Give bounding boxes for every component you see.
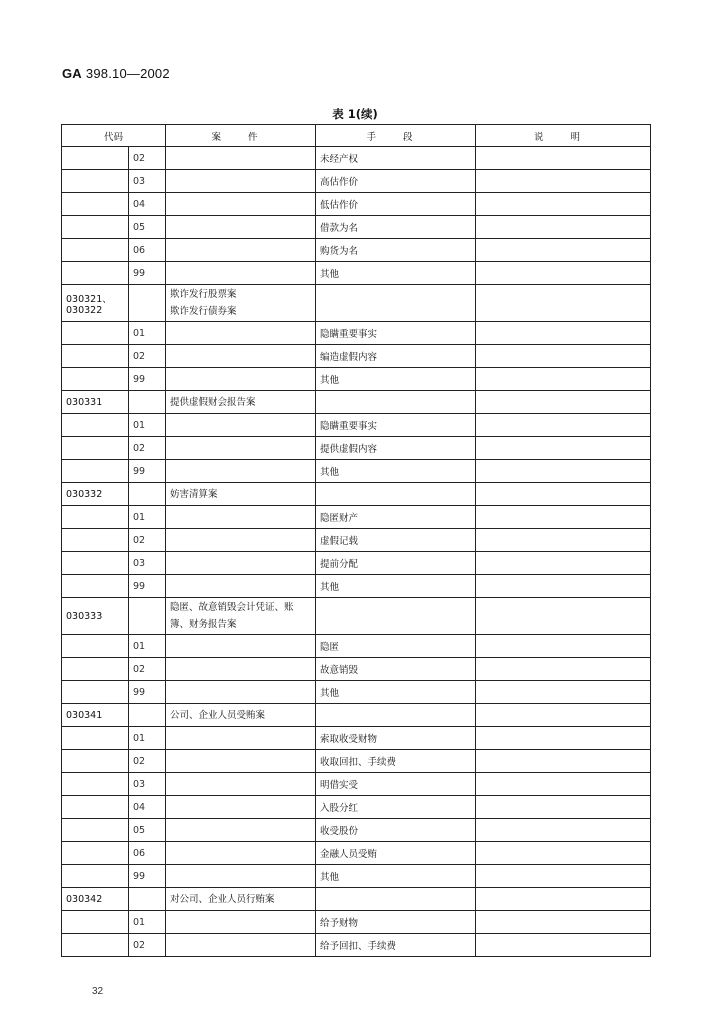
code-cell [62,681,129,704]
table-row [62,529,651,552]
sub-code-cell: 99 [129,460,166,483]
note-cell [476,598,651,635]
means-cell [316,598,476,635]
case-cell: 公司、企业人员受贿案 [166,704,316,727]
case-cell [166,796,316,819]
means-cell: 其他 [316,460,476,483]
sub-code-cell: 01 [129,322,166,345]
note-cell [476,368,651,391]
case-cell [166,193,316,216]
table-row [62,575,651,598]
sub-code-cell: 03 [129,773,166,796]
table-row [62,888,651,911]
means-cell: 其他 [316,865,476,888]
code-cell: 030321、 030322 [62,285,129,322]
case-cell [166,147,316,170]
sub-code-cell: 03 [129,170,166,193]
code-cell [62,865,129,888]
means-cell: 高估作价 [316,170,476,193]
case-cell: 提供虚假财会报告案 [166,391,316,414]
standard-prefix: GA [62,66,82,81]
sub-code-cell: 02 [129,437,166,460]
note-cell [476,635,651,658]
note-cell [476,727,651,750]
note-cell [476,934,651,957]
table-row [62,819,651,842]
note-cell [476,704,651,727]
code-cell [62,819,129,842]
table-row [62,437,651,460]
code-cell [62,147,129,170]
means-cell: 提前分配 [316,552,476,575]
code-cell: 030341 [62,704,129,727]
sub-code-cell: 02 [129,147,166,170]
case-cell [166,750,316,773]
code-cell [62,750,129,773]
table-row [62,147,651,170]
header-means: 手 段 [316,125,476,147]
table-row [62,345,651,368]
code-cell [62,193,129,216]
table-row [62,658,651,681]
code-cell: 030332 [62,483,129,506]
table-row [62,552,651,575]
note-cell [476,483,651,506]
sub-code-cell: 01 [129,727,166,750]
sub-code-cell: 01 [129,414,166,437]
note-cell [476,529,651,552]
case-cell [166,345,316,368]
case-cell: 欺诈发行股票案 欺诈发行债券案 [166,285,316,322]
case-cell [166,658,316,681]
note-cell [476,262,651,285]
means-cell [316,704,476,727]
means-cell: 购货为名 [316,239,476,262]
table-row [62,750,651,773]
note-cell [476,552,651,575]
case-cell [166,934,316,957]
means-cell: 低估作价 [316,193,476,216]
code-cell [62,368,129,391]
case-cell [166,552,316,575]
sub-code-cell [129,598,166,635]
header-note: 说 明 [476,125,651,147]
table-header-row [62,125,651,147]
code-cell [62,552,129,575]
table-row [62,911,651,934]
case-cell [166,460,316,483]
note-cell [476,888,651,911]
sub-code-cell [129,704,166,727]
note-cell [476,170,651,193]
code-cell [62,170,129,193]
means-cell: 金融人员受贿 [316,842,476,865]
code-cell [62,506,129,529]
note-cell [476,460,651,483]
means-cell: 收取回扣、手续费 [316,750,476,773]
note-cell [476,796,651,819]
code-cell: 030331 [62,391,129,414]
table-row [62,391,651,414]
note-cell [476,216,651,239]
code-cell [62,322,129,345]
code-cell [62,796,129,819]
table-row [62,285,651,322]
means-cell [316,285,476,322]
table-row [62,506,651,529]
sub-code-cell: 02 [129,529,166,552]
means-cell: 给予回扣、手续费 [316,934,476,957]
note-cell [476,681,651,704]
table-row [62,681,651,704]
table-row [62,322,651,345]
means-cell: 借款为名 [316,216,476,239]
code-cell [62,911,129,934]
note-cell [476,506,651,529]
means-cell: 索取收受财物 [316,727,476,750]
sub-code-cell: 06 [129,842,166,865]
means-cell: 其他 [316,262,476,285]
means-cell: 编造虚假内容 [316,345,476,368]
means-cell: 隐瞒重要事实 [316,414,476,437]
table-row [62,170,651,193]
means-cell: 收受股份 [316,819,476,842]
sub-code-cell [129,285,166,322]
means-cell [316,391,476,414]
code-cell [62,262,129,285]
code-cell [62,575,129,598]
standard-number: 398.10—2002 [85,66,170,81]
case-cell [166,819,316,842]
means-cell: 隐瞒重要事实 [316,322,476,345]
means-cell: 故意销毁 [316,658,476,681]
code-cell [62,414,129,437]
code-cell [62,773,129,796]
table-row [62,704,651,727]
table-row [62,598,651,635]
table-row [62,193,651,216]
means-cell [316,483,476,506]
note-cell [476,819,651,842]
note-cell [476,773,651,796]
note-cell [476,414,651,437]
table-row [62,239,651,262]
standard-code [62,66,170,81]
means-cell: 给予财物 [316,911,476,934]
code-cell [62,345,129,368]
code-cell [62,934,129,957]
table-caption: 表 1(续) [332,107,378,121]
case-cell [166,368,316,391]
note-cell [476,911,651,934]
note-cell [476,658,651,681]
case-cell [166,262,316,285]
sub-code-cell: 99 [129,262,166,285]
table-row [62,727,651,750]
code-cell [62,529,129,552]
note-cell [476,575,651,598]
table-row [62,460,651,483]
means-cell: 未经产权 [316,147,476,170]
case-cell [166,635,316,658]
sub-code-cell: 99 [129,865,166,888]
sub-code-cell: 02 [129,750,166,773]
case-cell [166,506,316,529]
code-cell [62,239,129,262]
case-cell [166,437,316,460]
table-row [62,842,651,865]
header-case: 案 件 [166,125,316,147]
code-cell: 030333 [62,598,129,635]
code-cell [62,635,129,658]
sub-code-cell: 99 [129,681,166,704]
code-cell [62,437,129,460]
code-cell [62,216,129,239]
code-cell [62,842,129,865]
case-cell [166,322,316,345]
note-cell [476,285,651,322]
code-cell: 030342 [62,888,129,911]
note-cell [476,865,651,888]
sub-code-cell [129,888,166,911]
table-row [62,865,651,888]
note-cell [476,842,651,865]
sub-code-cell [129,483,166,506]
note-cell [476,437,651,460]
sub-code-cell [129,391,166,414]
sub-code-cell: 06 [129,239,166,262]
note-cell [476,193,651,216]
sub-code-cell: 04 [129,193,166,216]
table-row [62,635,651,658]
case-cell: 妨害清算案 [166,483,316,506]
sub-code-cell: 99 [129,575,166,598]
case-cell [166,575,316,598]
sub-code-cell: 04 [129,796,166,819]
means-cell: 隐匿财产 [316,506,476,529]
means-cell: 明借实受 [316,773,476,796]
note-cell [476,147,651,170]
case-cell [166,865,316,888]
table-row [62,262,651,285]
case-cell: 隐匿、故意销毁会计凭证、账簿、财务报告案 [166,598,316,635]
means-cell: 其他 [316,368,476,391]
page-number: 32 [92,986,104,997]
header-code: 代码 [62,125,166,147]
code-cell [62,460,129,483]
case-cell [166,216,316,239]
case-cell [166,414,316,437]
table-row [62,483,651,506]
case-cell: 对公司、企业人员行贿案 [166,888,316,911]
code-cell [62,658,129,681]
sub-code-cell: 01 [129,911,166,934]
case-cell [166,842,316,865]
note-cell [476,750,651,773]
table-row [62,934,651,957]
case-cell [166,239,316,262]
sub-code-cell: 03 [129,552,166,575]
means-cell: 入股分红 [316,796,476,819]
sub-code-cell: 01 [129,635,166,658]
case-cell [166,773,316,796]
means-cell: 其他 [316,575,476,598]
code-cell [62,727,129,750]
note-cell [476,391,651,414]
table-row [62,368,651,391]
sub-code-cell: 05 [129,216,166,239]
table-row [62,414,651,437]
sub-code-cell: 02 [129,345,166,368]
note-cell [476,239,651,262]
means-cell: 提供虚假内容 [316,437,476,460]
case-cell [166,727,316,750]
table-row [62,796,651,819]
case-cell [166,911,316,934]
table-row [62,773,651,796]
sub-code-cell: 01 [129,506,166,529]
sub-code-cell: 02 [129,934,166,957]
case-cell [166,170,316,193]
sub-code-cell: 99 [129,368,166,391]
note-cell [476,345,651,368]
means-cell [316,888,476,911]
means-cell: 其他 [316,681,476,704]
table-body [62,147,651,957]
case-cell [166,529,316,552]
code-table [61,124,651,957]
sub-code-cell: 05 [129,819,166,842]
note-cell [476,322,651,345]
table-row [62,216,651,239]
sub-code-cell: 02 [129,658,166,681]
means-cell: 虚假记载 [316,529,476,552]
case-cell [166,681,316,704]
means-cell: 隐匿 [316,635,476,658]
